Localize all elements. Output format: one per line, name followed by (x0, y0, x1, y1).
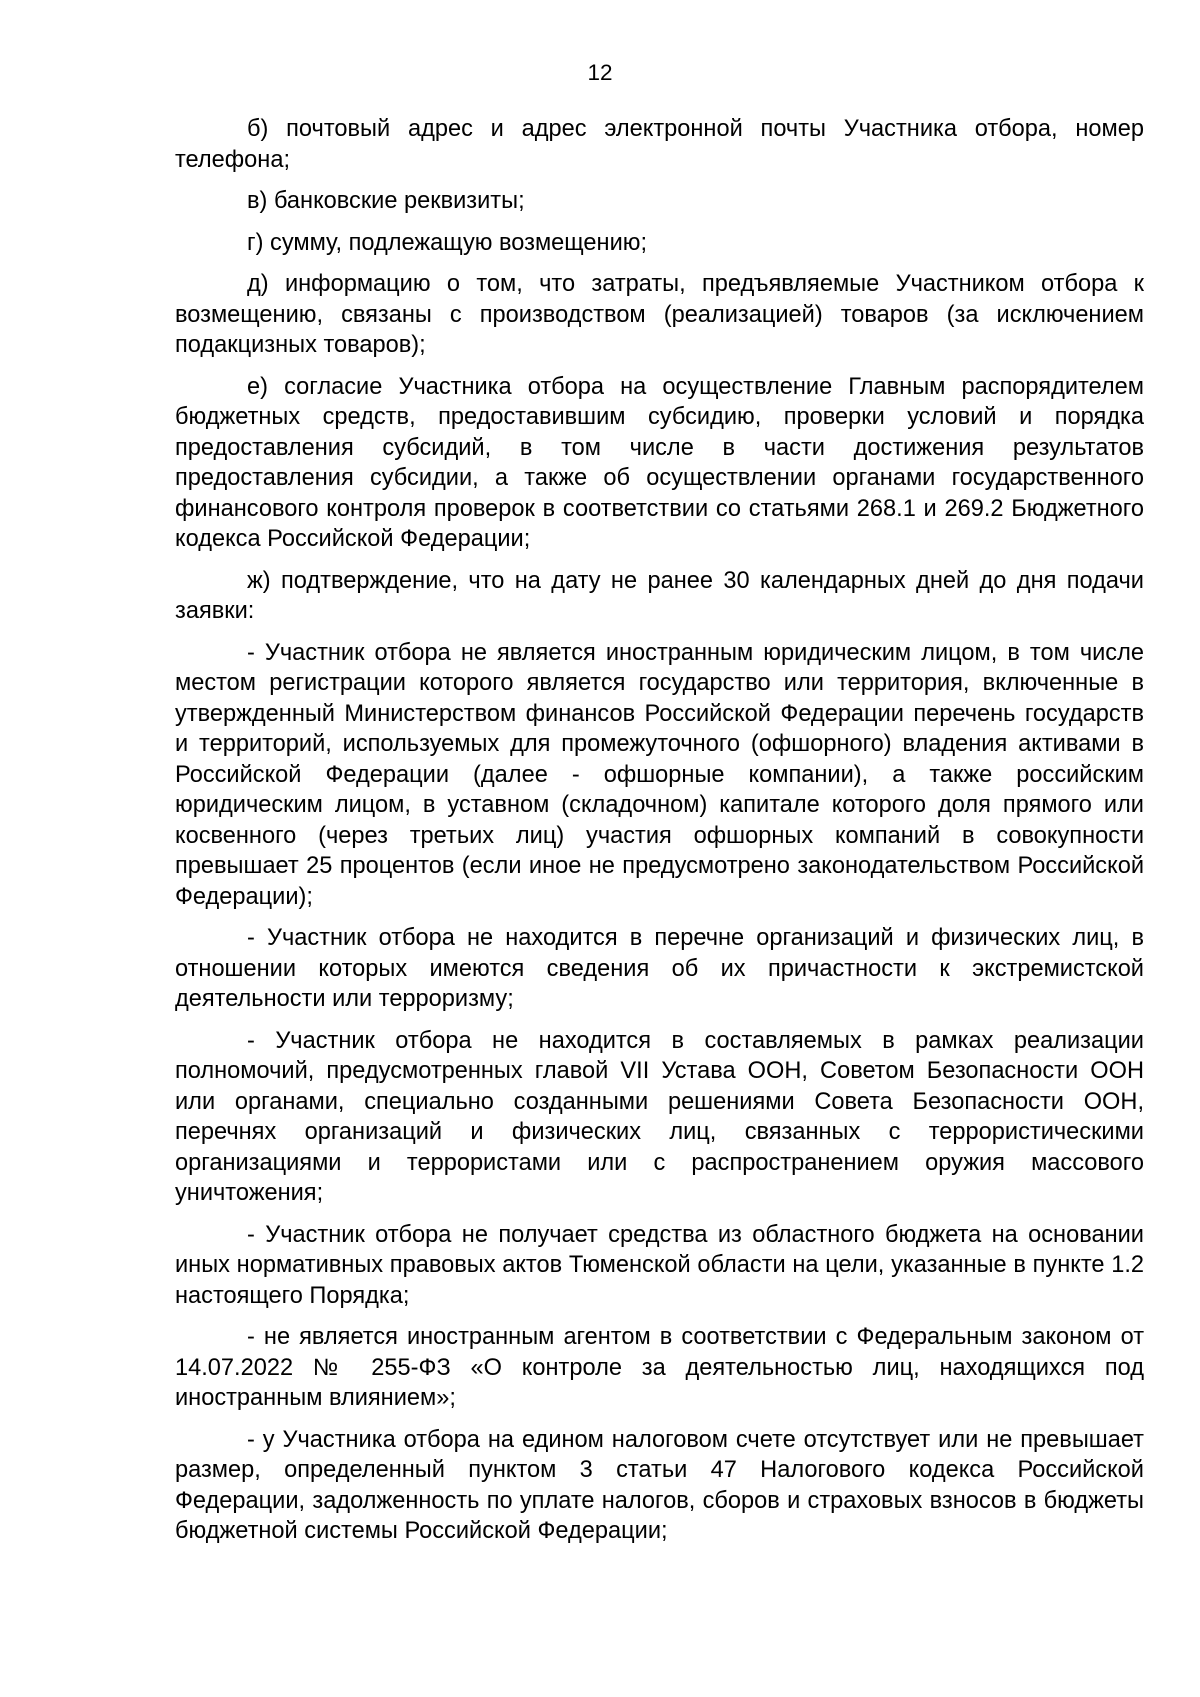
paragraph-v-bank-details: в) банковские реквизиты; (247, 188, 525, 214)
paragraph-e-consent: е) согласие Участника отбора на осуществление Главным распорядителем бюджетных средств, предоставившим субсидию, проверки условий и порядка предоставления субсидий, в том числе в части достижения результатов предоставления субсидии, а также об осуществлении органами государственного финансового контроля проверок в соответствии со статьями 268.1 и 269.2 Бюджетного кодекса Российской Федерации; (175, 373, 1144, 552)
paragraph-d-costs-information: д) информацию о том, что затраты, предъявляемые Участником отбора к возмещению, связаны с производством (реализацией) товаров (за исключением подакцизных товаров); (175, 271, 1144, 358)
paragraph-b-postal-address: б) почтовый адрес и адрес электронной почты Участника отбора, номер телефона; (175, 116, 1144, 173)
paragraph-zh-confirmation: ж) подтверждение, что на дату не ранее 30 календарных дней до дня подачи заявки: (175, 567, 1144, 624)
list-item-regional-budget: - Участник отбора не получает средства из областного бюджета на основании иных нормативных правовых актов Тюменской области на цели, указанные в пункте 1.2 настоящего Порядка; (175, 1221, 1144, 1309)
page-number: 12 (587, 60, 613, 85)
paragraph-g-amount: г) сумму, подлежащую возмещению; (247, 229, 648, 256)
document-body (175, 114, 1144, 1558)
list-item-offshore: - Участник отбора не является иностранным юридическим лицом, в том числе местом регистрации которого является государство или территория, включенные в утвержденный Министерством финансов Российской Федерации перечень государств и территорий, используемых для промежуточного (офшорного) владения активами в Российской Федерации (далее - офшорные компании), а также российским юридическим лицом, в уставном (складочном) капитале которого доля прямого или косвенного (через третьих лиц) участия офшорных компаний в совокупности превышает 25 процентов (если иное не предусмотрено законодательством Российской Федерации); (175, 639, 1144, 910)
list-item-extremism: - Участник отбора не находится в перечне организаций и физических лиц, в отношении которых имеются сведения об их причастности к экстремистской деятельности или терроризму; (175, 925, 1144, 1012)
list-item-foreign-agent: - не является иностранным агентом в соответствии с Федеральным законом от 14.07.2022 № 255-ФЗ «О контроле за деятельностью лиц, находящихся под иностранным влиянием»; (175, 1324, 1144, 1411)
list-item-tax-debt: - у Участника отбора на едином налоговом счете отсутствует или не превышает размер, определенный пунктом 3 статьи 47 Налогового кодекса Российской Федерации, задолженность по уплате налогов, сборов и страховых взносов в бюджеты бюджетной системы Российской Федерации; (175, 1426, 1144, 1544)
list-item-un-sanctions: - Участник отбора не находится в составляемых в рамках реализации полномочий, предусмотренных главой VII Устава ООН, Советом Безопасности ООН или органами, специально созданными решениями Совета Безопасности ООН, перечнях организаций и физических лиц, связанных с террористическими организациями и террористами или с распространением оружия массового уничтожения; (175, 1027, 1144, 1206)
